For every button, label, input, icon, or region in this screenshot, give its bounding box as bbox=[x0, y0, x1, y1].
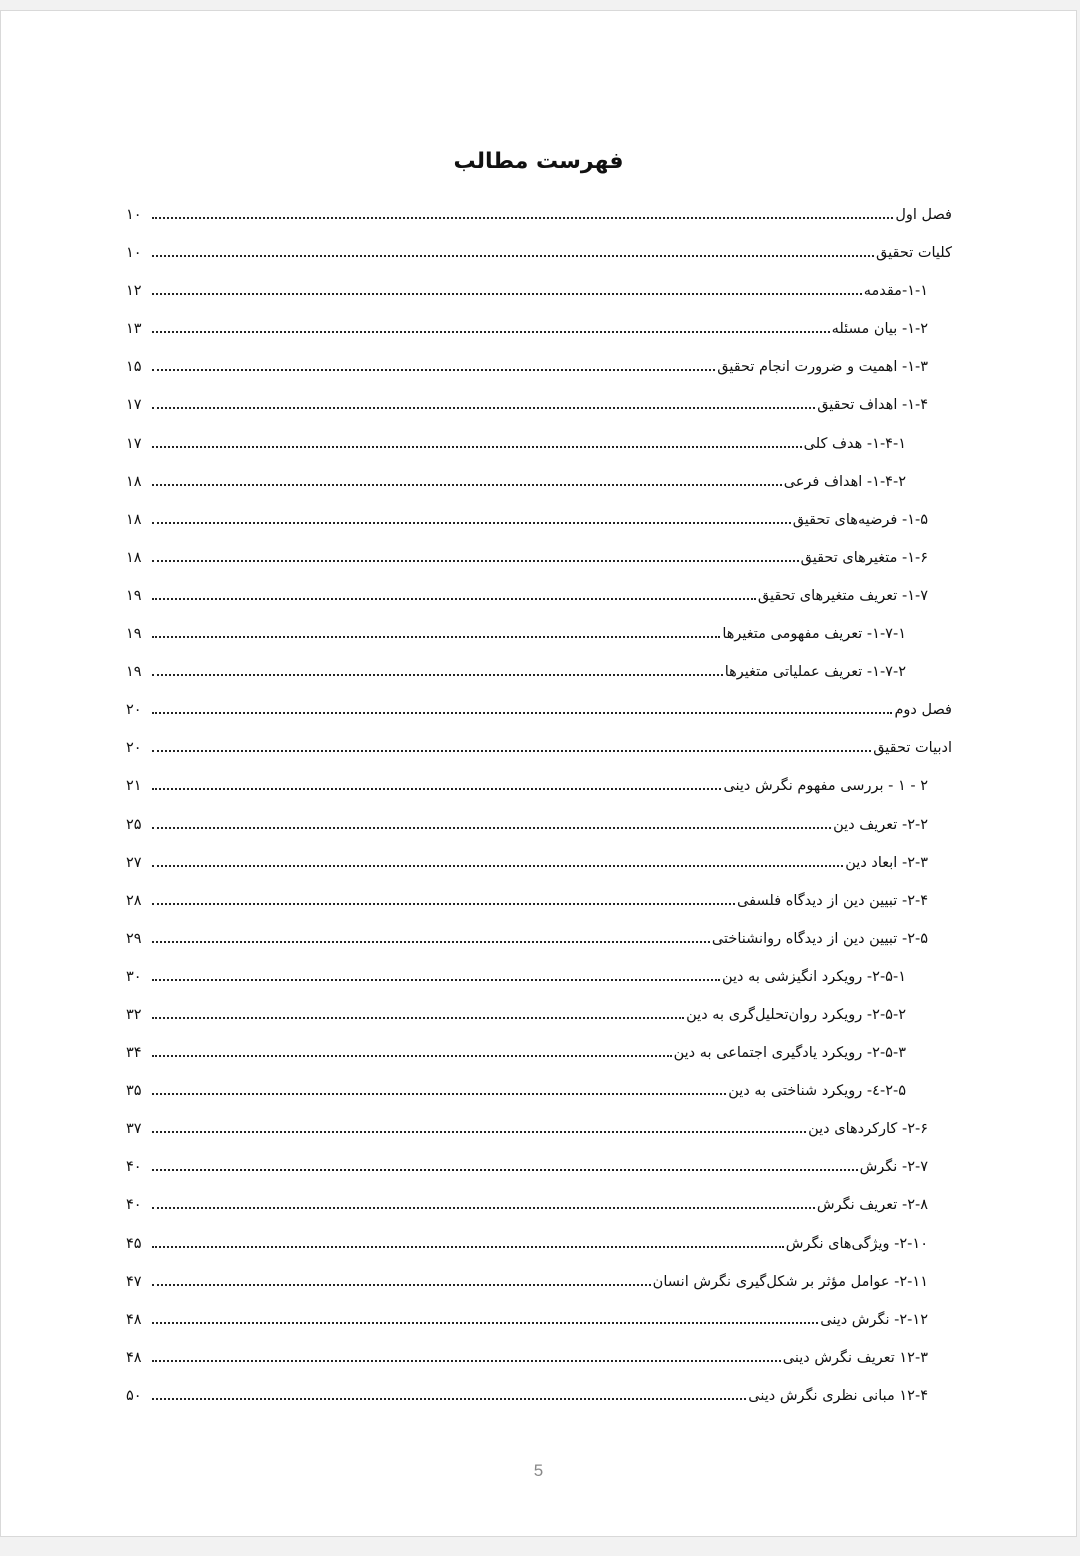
toc-entry-label: ۱-۳- اهمیت و ضرورت انجام تحقیق bbox=[717, 359, 928, 376]
toc-entry[interactable] bbox=[126, 1301, 952, 1339]
document-page bbox=[0, 10, 1077, 1537]
toc-entry-page: ۲۹ bbox=[126, 930, 142, 947]
toc-entry[interactable] bbox=[126, 844, 952, 882]
toc-entry-page: ۱۷ bbox=[126, 435, 142, 452]
toc-entry-page: ۳۲ bbox=[126, 1006, 142, 1023]
toc-entry[interactable] bbox=[126, 234, 952, 272]
toc-entry-label: ۲-۷- نگرش bbox=[859, 1159, 928, 1176]
toc-entry-page: ۴۷ bbox=[126, 1273, 142, 1290]
toc-entry-page: ۱۸ bbox=[126, 549, 142, 566]
dot-leader bbox=[152, 1131, 806, 1133]
toc-entry[interactable] bbox=[126, 1072, 952, 1110]
toc-entry-label: فصل اول bbox=[895, 207, 952, 223]
toc-entry[interactable] bbox=[126, 806, 952, 844]
dot-leader bbox=[152, 865, 843, 867]
dot-leader bbox=[152, 903, 735, 905]
toc-entry-label: ۲-۵-۳- رویکرد یادگیری اجتماعی به دین bbox=[673, 1045, 906, 1062]
dot-leader bbox=[152, 331, 830, 333]
toc-entry-label: ۲-۴- تبیین دین از دیدگاه فلسفی bbox=[737, 892, 928, 909]
toc-entry-label: ۱-۷- تعریف متغیرهای تحقیق bbox=[757, 587, 928, 604]
toc-entry-label: ۱-۴- اهداف تحقیق bbox=[817, 397, 928, 414]
toc-entry-page: ۱۸ bbox=[126, 473, 142, 490]
toc-entry-label: ۲-۵-۲- رویکرد روان‌تحلیل‌گری به دین bbox=[686, 1006, 906, 1023]
toc-entry[interactable] bbox=[126, 615, 952, 653]
table-of-contents bbox=[126, 196, 952, 1415]
dot-leader bbox=[152, 1017, 684, 1019]
dot-leader bbox=[152, 369, 715, 371]
toc-entry-page: ۲۵ bbox=[126, 816, 142, 833]
toc-entry-label: ۲-۸- تعریف نگرش bbox=[816, 1197, 928, 1214]
toc-entry-page: ۱۹ bbox=[126, 664, 142, 681]
toc-entry-label: ۲-۳- ابعاد دین bbox=[845, 854, 928, 871]
toc-entry-page: ۴۸ bbox=[126, 1349, 142, 1366]
toc-entry-page: ۳۰ bbox=[126, 968, 142, 985]
toc-entry-page: ۱۹ bbox=[126, 587, 142, 604]
toc-entry-label: ۱-۴-۲- اهداف فرعی bbox=[783, 473, 906, 490]
toc-title: فهرست مطالب bbox=[453, 149, 624, 174]
toc-entry-label: ۲-۱۰- ویژگی‌های نگرش bbox=[785, 1235, 928, 1252]
toc-entry-label: کلیات تحقیق bbox=[876, 245, 952, 262]
dot-leader bbox=[152, 217, 893, 219]
dot-leader bbox=[152, 979, 720, 981]
toc-entry-label: ۲-۲- تعریف دین bbox=[833, 816, 928, 833]
dot-leader bbox=[152, 1055, 672, 1057]
toc-entry-page: ۲۷ bbox=[126, 854, 142, 871]
toc-entry[interactable] bbox=[126, 539, 952, 577]
toc-entry-page: ۱۸ bbox=[126, 511, 142, 528]
toc-entry[interactable] bbox=[126, 501, 952, 539]
dot-leader bbox=[152, 446, 802, 448]
dot-leader bbox=[152, 1360, 781, 1362]
toc-entry[interactable] bbox=[126, 463, 952, 501]
toc-entry-label: ۲-۱۲- نگرش دینی bbox=[820, 1311, 928, 1328]
toc-entry-label: ۱-۷-۲- تعریف عملیاتی متغیرها bbox=[724, 664, 906, 681]
toc-entry[interactable] bbox=[126, 1225, 952, 1263]
toc-entry[interactable] bbox=[126, 577, 952, 615]
toc-entry-label: ۲ - ۱ - بررسی مفهوم نگرش دینی bbox=[723, 778, 928, 795]
dot-leader bbox=[152, 407, 815, 409]
toc-entry-page: ۴۰ bbox=[126, 1197, 142, 1214]
toc-entry[interactable] bbox=[126, 1377, 952, 1415]
toc-entry[interactable] bbox=[126, 1263, 952, 1301]
dot-leader bbox=[152, 636, 720, 638]
toc-entry-label: ۲-۶- کارکردهای دین bbox=[808, 1121, 928, 1138]
dot-leader bbox=[152, 1398, 746, 1400]
toc-entry-label: ۱۲-۴ مبانی نظری نگرش دینی bbox=[748, 1387, 928, 1404]
dot-leader bbox=[152, 750, 871, 752]
toc-entry[interactable] bbox=[126, 996, 952, 1034]
toc-entry[interactable] bbox=[126, 1339, 952, 1377]
toc-entry[interactable] bbox=[126, 767, 952, 805]
toc-entry-label: ۱۲-۳ تعریف نگرش دینی bbox=[782, 1349, 928, 1366]
toc-entry-page: ۲۰ bbox=[126, 702, 142, 719]
toc-entry-page: ۳۷ bbox=[126, 1121, 142, 1138]
toc-entry[interactable] bbox=[126, 1148, 952, 1186]
toc-entry-label: ۱-۲- بیان مسئله bbox=[831, 321, 928, 338]
toc-entry-label: ۱-۶- متغیرهای تحقیق bbox=[800, 549, 928, 566]
toc-entry[interactable] bbox=[126, 272, 952, 310]
toc-entry-page: ۱۵ bbox=[126, 359, 142, 376]
dot-leader bbox=[152, 712, 892, 714]
toc-entry-page: ۱۷ bbox=[126, 397, 142, 414]
toc-entry[interactable] bbox=[126, 196, 952, 234]
dot-leader bbox=[152, 788, 721, 790]
toc-entry-label: ۲-۱۱- عوامل مؤثر بر شکل‌گیری نگرش انسان bbox=[652, 1273, 928, 1290]
toc-entry[interactable] bbox=[126, 1034, 952, 1072]
toc-entry-label: ۲-۵- تبیین دین از دیدگاه روانشناختی bbox=[711, 930, 928, 947]
toc-entry-page: ۳۵ bbox=[126, 1083, 142, 1100]
dot-leader bbox=[152, 255, 874, 257]
toc-entry-page: ۲۱ bbox=[126, 778, 142, 795]
toc-entry-page: ۱۹ bbox=[126, 626, 142, 643]
toc-entry-page: ۱۰ bbox=[126, 207, 142, 223]
toc-entry-page: ۱۲ bbox=[126, 283, 142, 300]
toc-entry-label: ۲-۵-۱- رویکرد انگیزشی به دین bbox=[721, 968, 906, 985]
dot-leader bbox=[152, 1169, 858, 1171]
dot-leader bbox=[152, 1322, 818, 1324]
toc-entry-page: ۱۰ bbox=[126, 245, 142, 262]
toc-entry[interactable] bbox=[126, 920, 952, 958]
dot-leader bbox=[152, 522, 791, 524]
toc-entry[interactable] bbox=[126, 958, 952, 996]
toc-entry[interactable] bbox=[126, 882, 952, 920]
dot-leader bbox=[152, 1207, 815, 1209]
toc-entry-page: ۵۰ bbox=[126, 1387, 142, 1404]
dot-leader bbox=[152, 560, 799, 562]
toc-entry-page: ۴۵ bbox=[126, 1235, 142, 1252]
toc-entry-page: ۴۸ bbox=[126, 1311, 142, 1328]
toc-entry-page: ۳۴ bbox=[126, 1045, 142, 1062]
toc-entry[interactable] bbox=[126, 425, 952, 463]
toc-entry-page: ۲۸ bbox=[126, 892, 142, 909]
toc-entry-page: ۲۰ bbox=[126, 740, 142, 757]
toc-entry-label: ۱-۵- فرضیه‌های تحقیق bbox=[792, 511, 928, 528]
toc-entry-label: ادبیات تحقیق bbox=[873, 740, 952, 757]
toc-entry-page: ۱۳ bbox=[126, 321, 142, 338]
dot-leader bbox=[152, 598, 756, 600]
toc-entry[interactable] bbox=[126, 386, 952, 424]
toc-entry-label: ۲-۵-٤- رویکرد شناختی به دین bbox=[728, 1083, 906, 1100]
toc-entry-label: ۱-۱-مقدمه bbox=[863, 283, 928, 300]
dot-leader bbox=[152, 827, 831, 829]
toc-entry[interactable] bbox=[126, 653, 952, 691]
dot-leader bbox=[152, 484, 782, 486]
dot-leader bbox=[152, 293, 862, 295]
toc-entry[interactable] bbox=[126, 691, 952, 729]
dot-leader bbox=[152, 1284, 651, 1286]
toc-entry-label: فصل دوم bbox=[894, 702, 952, 719]
toc-entry[interactable] bbox=[126, 1110, 952, 1148]
dot-leader bbox=[152, 674, 723, 676]
toc-entry[interactable] bbox=[126, 310, 952, 348]
toc-entry-label: ۱-۴-۱- هدف کلی bbox=[803, 435, 906, 452]
dot-leader bbox=[152, 941, 710, 943]
toc-entry[interactable] bbox=[126, 1186, 952, 1224]
toc-entry-page: ۴۰ bbox=[126, 1159, 142, 1176]
page-number: 5 bbox=[533, 1461, 544, 1480]
toc-entry[interactable] bbox=[126, 729, 952, 767]
dot-leader bbox=[152, 1093, 726, 1095]
toc-entry-label: ۱-۷-۱- تعریف مفهومی متغیرها bbox=[722, 626, 906, 643]
dot-leader bbox=[152, 1246, 784, 1248]
toc-entry[interactable] bbox=[126, 348, 952, 386]
